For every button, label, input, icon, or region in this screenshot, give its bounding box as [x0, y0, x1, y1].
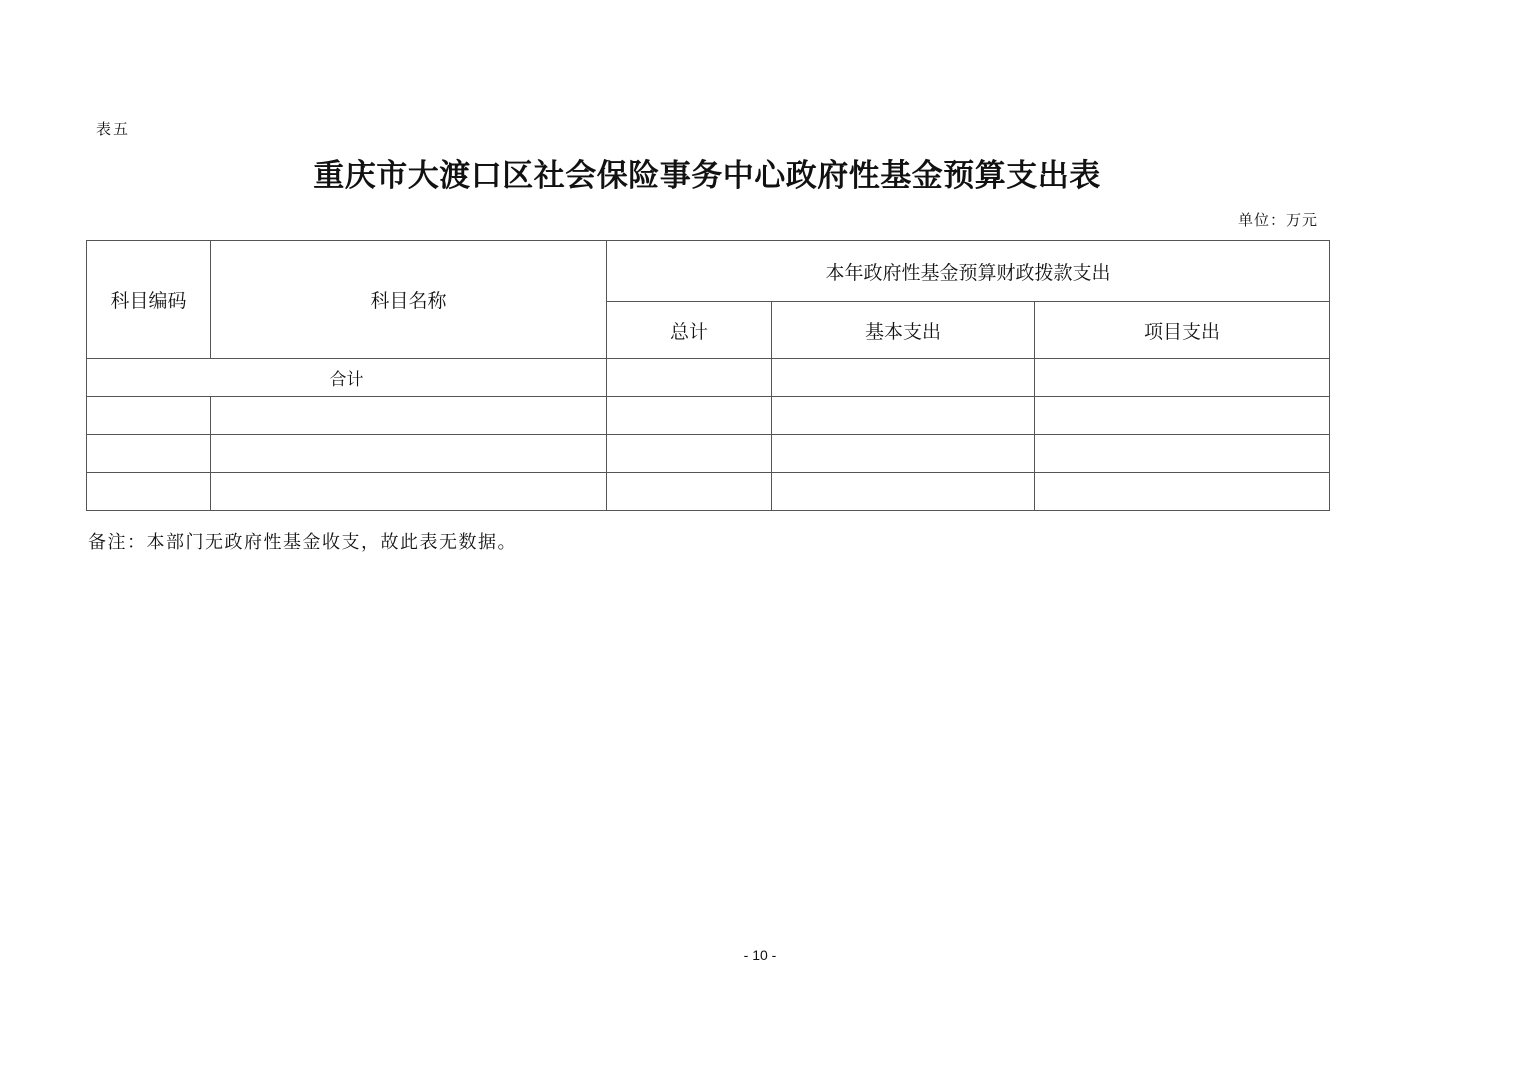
cell-name — [211, 397, 607, 435]
cell-project — [1035, 435, 1330, 473]
cell-name — [211, 473, 607, 511]
header-subject-code: 科目编码 — [87, 241, 211, 359]
total-row-total — [607, 359, 772, 397]
cell-basic — [772, 473, 1035, 511]
cell-code — [87, 473, 211, 511]
page-number: - 10 - — [743, 947, 777, 963]
table-row — [87, 473, 1330, 511]
table-row — [87, 397, 1330, 435]
total-row-basic — [772, 359, 1035, 397]
cell-project — [1035, 473, 1330, 511]
cell-total — [607, 397, 772, 435]
cell-project — [1035, 397, 1330, 435]
table-row — [87, 435, 1330, 473]
header-subject-name: 科目名称 — [211, 241, 607, 359]
header-total: 总计 — [607, 302, 772, 359]
header-basic-expenditure: 基本支出 — [772, 302, 1035, 359]
total-row-project — [1035, 359, 1330, 397]
total-row — [87, 359, 1330, 397]
document-title: 重庆市大渡口区社会保险事务中心政府性基金预算支出表 — [313, 158, 1101, 194]
header-project-expenditure: 项目支出 — [1035, 302, 1330, 359]
cell-total — [607, 473, 772, 511]
cell-name — [211, 435, 607, 473]
unit-note: 单位：万元 — [1237, 211, 1318, 229]
table-header-row — [87, 241, 1330, 302]
cell-total — [607, 435, 772, 473]
total-row-label: 合计 — [87, 359, 607, 397]
remark-note: 备注：本部门无政府性基金收支，故此表无数据。 — [88, 532, 517, 553]
cell-basic — [772, 435, 1035, 473]
table-label: 表五 — [96, 120, 131, 138]
cell-code — [87, 435, 211, 473]
cell-basic — [772, 397, 1035, 435]
budget-expenditure-table — [86, 240, 1330, 511]
header-fund-group: 本年政府性基金预算财政拨款支出 — [607, 241, 1330, 302]
cell-code — [87, 397, 211, 435]
